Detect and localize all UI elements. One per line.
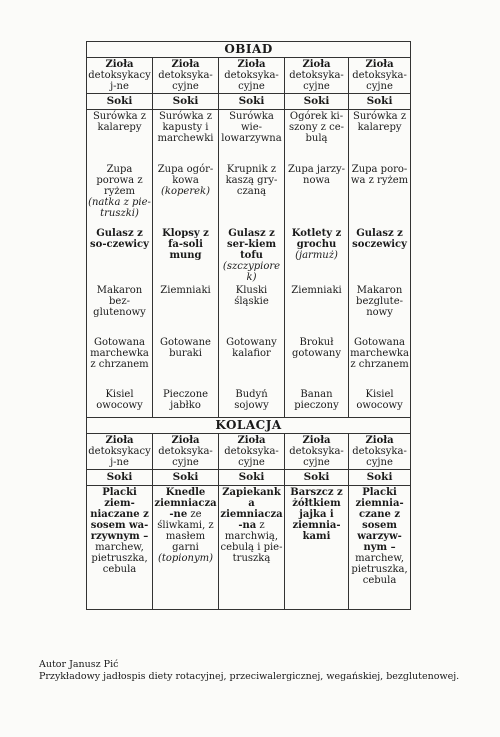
obiad-herbs-row [87, 58, 411, 94]
salad-cell: Surówka z kapusty i marchewki [153, 110, 219, 163]
main-dish-cell: Gulasz z so-czewicy [87, 227, 153, 284]
main-dish-cell: Klopsy z fa-soli mung [153, 227, 219, 284]
juice-cell: Soki [219, 470, 285, 486]
author-line: Autor Janusz Pić [39, 659, 119, 670]
dessert-cell: Pieczone jabłko [153, 388, 219, 418]
herbs-cell: Zioła detoksyka-cyjne [153, 434, 219, 470]
menu-sheet [86, 41, 410, 610]
dinner-dish-cell: Placki ziemnia-czane z sosem warzyw-nym – marchew, pietruszka, cebula [349, 486, 411, 610]
obiad-veg-row [87, 336, 411, 388]
dessert-cell: Banan pieczony [285, 388, 349, 418]
footer [39, 659, 479, 683]
obiad-dessert-row [87, 388, 411, 418]
salad-cell: Surówka z kalarepy [349, 110, 411, 163]
dinner-dish-cell: Knedle ziemniacza-ne ze śliwkami, z masłem garni (topionym) [153, 486, 219, 610]
side-cell: Kluski śląskie [219, 284, 285, 336]
soup-cell: Zupa ogór-kowa (koperek) [153, 163, 219, 227]
juice-cell: Soki [219, 94, 285, 110]
dinner-dish-cell: Barszcz z żółtkiem jajka i ziemnia-kami [285, 486, 349, 610]
soup-cell: Zupa poro-wa z ryżem [349, 163, 411, 227]
salad-cell: Surówka z kalarepy [87, 110, 153, 163]
veg-cell: Brokuł gotowany [285, 336, 349, 388]
juice-cell: Soki [153, 470, 219, 486]
juice-cell: Soki [349, 94, 411, 110]
juice-cell: Soki [285, 94, 349, 110]
herbs-cell: Zioła detoksyka-cyjne [349, 58, 411, 94]
soup-cell: Zupa jarzy-nowa [285, 163, 349, 227]
herbs-cell: Zioła detoksyka-cyjne [219, 58, 285, 94]
kolacja-juice-row [87, 470, 411, 486]
obiad-side-row [87, 284, 411, 336]
kolacja-dish-row [87, 486, 411, 610]
main-dish-cell: Gulasz z ser-kiem tofu (szczypiorek) [219, 227, 285, 284]
obiad-soup-row [87, 163, 411, 227]
obiad-juice-row [87, 94, 411, 110]
obiad-salad-row [87, 110, 411, 163]
juice-cell: Soki [153, 94, 219, 110]
herbs-cell: Zioła detoksyka-cyjne [153, 58, 219, 94]
dessert-cell: Kisiel owocowy [349, 388, 411, 418]
soup-cell: Zupa porowa z ryżem (natka z pie-truszki) [87, 163, 153, 227]
juice-cell: Soki [87, 94, 153, 110]
kolacja-heading: KOLACJA [87, 418, 411, 434]
side-cell: Ziemniaki [285, 284, 349, 336]
salad-cell: Ogórek ki-szony z ce-bulą [285, 110, 349, 163]
herbs-cell: Zioła detoksykacyj-ne [88, 435, 151, 468]
herbs-cell: Zioła detoksyka-cyjne [285, 434, 349, 470]
menu-table [86, 41, 411, 610]
herbs-cell: Zioła detoksyka-cyjne [349, 434, 411, 470]
dinner-dish-cell: Zapiekanka ziemniacza-na z marchwią, cebulą i pie-truszką [219, 486, 285, 610]
veg-cell: Gotowana marchewka z chrzanem [349, 336, 411, 388]
herbs-cell: Zioła detoksyka-cyjne [219, 434, 285, 470]
veg-cell: Gotowana marchewka z chrzanem [87, 336, 153, 388]
herbs-cell: Zioła detoksykacyj-ne [88, 59, 151, 92]
side-cell: Ziemniaki [153, 284, 219, 336]
main-dish-cell: Kotlety z grochu (jarmuż) [285, 227, 349, 284]
salad-cell: Surówka wie-lowarzywna [219, 110, 285, 163]
juice-cell: Soki [285, 470, 349, 486]
main-dish-cell: Gulasz z soczewicy [349, 227, 411, 284]
obiad-heading: OBIAD [87, 42, 411, 58]
veg-cell: Gotowany kalafior [219, 336, 285, 388]
obiad-main-dish-row [87, 227, 411, 284]
side-cell: Makaron bezglute-nowy [349, 284, 411, 336]
description-line: Przykładowy jadłospis diety rotacyjnej, przeciwalergicznej, wegańskiej, bezglutenowej. [39, 671, 460, 682]
veg-cell: Gotowane buraki [153, 336, 219, 388]
dessert-cell: Kisiel owocowy [87, 388, 153, 418]
kolacja-herbs-row [87, 434, 411, 470]
side-cell: Makaron bez-glutenowy [87, 284, 153, 336]
juice-cell: Soki [87, 470, 153, 486]
dinner-dish-cell: Placki ziem-niaczane z sosem wa-rzywnym – marchew, pietruszka, cebula [87, 486, 153, 610]
dessert-cell: Budyń sojowy [219, 388, 285, 418]
soup-cell: Krupnik z kaszą gry-czaną [219, 163, 285, 227]
juice-cell: Soki [349, 470, 411, 486]
herbs-cell: Zioła detoksyka-cyjne [285, 58, 349, 94]
